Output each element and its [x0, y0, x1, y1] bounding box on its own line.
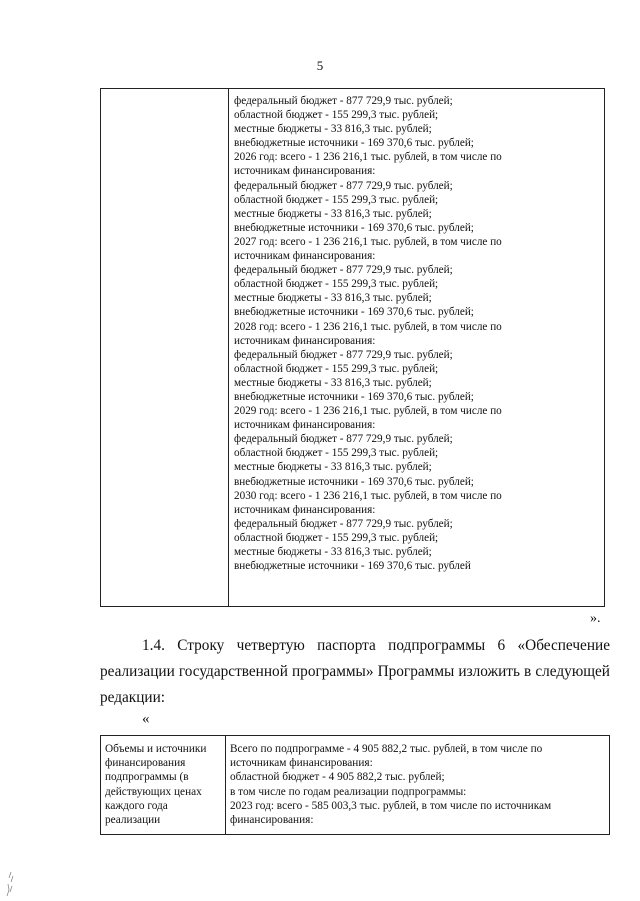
funding-line: финансирования:: [230, 814, 314, 827]
funding-cell-text: [230, 742, 605, 827]
funding-line: внебюджетные источники - 169 370,6 тыс. рублей;: [234, 390, 474, 403]
scan-margin-mark: [4, 862, 18, 898]
funding-line: источникам финансирования:: [234, 419, 376, 432]
amendment-paragraph: [100, 633, 610, 711]
row-header-line: реализации: [105, 814, 161, 827]
funding-line: внебюджетные источники - 169 370,6 тыс. рублей;: [234, 221, 474, 234]
funding-line: областной бюджет - 155 299,3 тыс. рублей;: [234, 278, 439, 291]
funding-line: областной бюджет - 155 299,3 тыс. рублей;: [234, 531, 439, 544]
funding-line: источникам финансирования:: [230, 757, 373, 770]
funding-line: местные бюджеты - 33 816,3 тыс. рублей;: [234, 292, 432, 305]
funding-line: местные бюджеты - 33 816,3 тыс. рублей;: [234, 123, 432, 136]
funding-line: федеральный бюджет - 877 729,9 тыс. рублей;: [234, 264, 453, 277]
funding-line: источникам финансирования:: [234, 165, 376, 178]
funding-line: внебюджетные источники - 169 370,6 тыс. рублей;: [234, 475, 474, 488]
funding-line: федеральный бюджет - 877 729,9 тыс. рублей;: [234, 179, 453, 192]
funding-line: источникам финансирования:: [234, 334, 376, 347]
funding-line: федеральный бюджет - 877 729,9 тыс. рублей;: [234, 95, 453, 107]
funding-line: местные бюджеты - 33 816,3 тыс. рублей;: [234, 546, 432, 558]
funding-line: федеральный бюджет - 877 729,9 тыс. рублей;: [234, 517, 453, 530]
page-number: 5: [316, 58, 324, 73]
funding-line: 2029 год: всего - 1 236 216,1 тыс. рублей, в том числе по: [234, 405, 502, 418]
funding-line: местные бюджеты - 33 816,3 тыс. рублей;: [234, 207, 432, 220]
funding-line: 2028 год: всего - 1 236 216,1 тыс. рублей, в том числе по: [234, 320, 502, 333]
closing-quote: ».: [590, 611, 601, 626]
funding-line: областной бюджет - 155 299,3 тыс. рублей;: [234, 109, 439, 122]
column-divider: [228, 89, 229, 606]
funding-line: федеральный бюджет - 877 729,9 тыс. рублей;: [234, 348, 453, 361]
row-header-cell: [105, 742, 223, 827]
paragraph-line-2: реализации государственной программы» Программы изложить в следующей: [100, 663, 610, 680]
funding-line: 2023 год: всего - 585 003,3 тыс. рублей, в том числе по источникам: [230, 799, 552, 812]
funding-cell-text: [234, 94, 604, 573]
funding-line: внебюджетные источники - 169 370,6 тыс. рублей;: [234, 137, 474, 150]
funding-line: областной бюджет - 4 905 882,2 тыс. рублей;: [230, 771, 445, 784]
funding-line: 2026 год: всего - 1 236 216,1 тыс. рублей, в том числе по: [234, 151, 502, 164]
row-header-line: Объемы и источники: [105, 743, 207, 755]
funding-line: 2027 год: всего - 1 236 216,1 тыс. рублей, в том числе по: [234, 235, 502, 248]
row-header-line: каждого года: [105, 799, 168, 812]
row-header-line: действующих ценах: [105, 785, 202, 798]
funding-line: источникам финансирования:: [234, 250, 376, 263]
funding-line: местные бюджеты - 33 816,3 тыс. рублей;: [234, 376, 432, 389]
funding-line: федеральный бюджет - 877 729,9 тыс. рублей;: [234, 433, 453, 446]
funding-table-continuation: [100, 88, 605, 607]
funding-line: 2030 год: всего - 1 236 216,1 тыс. рублей, в том числе по: [234, 489, 502, 502]
funding-line: областной бюджет - 155 299,3 тыс. рублей;: [234, 447, 439, 460]
row-header-line: финансирования: [105, 757, 186, 770]
funding-line: местные бюджеты - 33 816,3 тыс. рублей;: [234, 461, 432, 474]
paragraph-line-3: редакции:: [100, 689, 166, 706]
column-divider: [225, 736, 226, 834]
funding-line: внебюджетные источники - 169 370,6 тыс. рублей: [234, 560, 471, 573]
subprogram-funding-table: [100, 735, 610, 835]
opening-quote: «: [142, 711, 150, 727]
funding-line: внебюджетные источники - 169 370,6 тыс. рублей;: [234, 306, 474, 319]
funding-line: областной бюджет - 155 299,3 тыс. рублей;: [234, 193, 439, 206]
funding-line: источникам финансирования:: [234, 503, 376, 516]
paragraph-line-1: 1.4. Строку четвертую паспорта подпрограммы 6 «Обеспечение: [142, 637, 610, 654]
funding-line: в том числе по годам реализации подпрограммы:: [230, 785, 467, 798]
row-header-line: подпрограммы (в: [105, 771, 189, 784]
funding-line: Всего по подпрограмме - 4 905 882,2 тыс. рублей, в том числе по: [230, 743, 543, 755]
funding-line: областной бюджет - 155 299,3 тыс. рублей;: [234, 362, 439, 375]
